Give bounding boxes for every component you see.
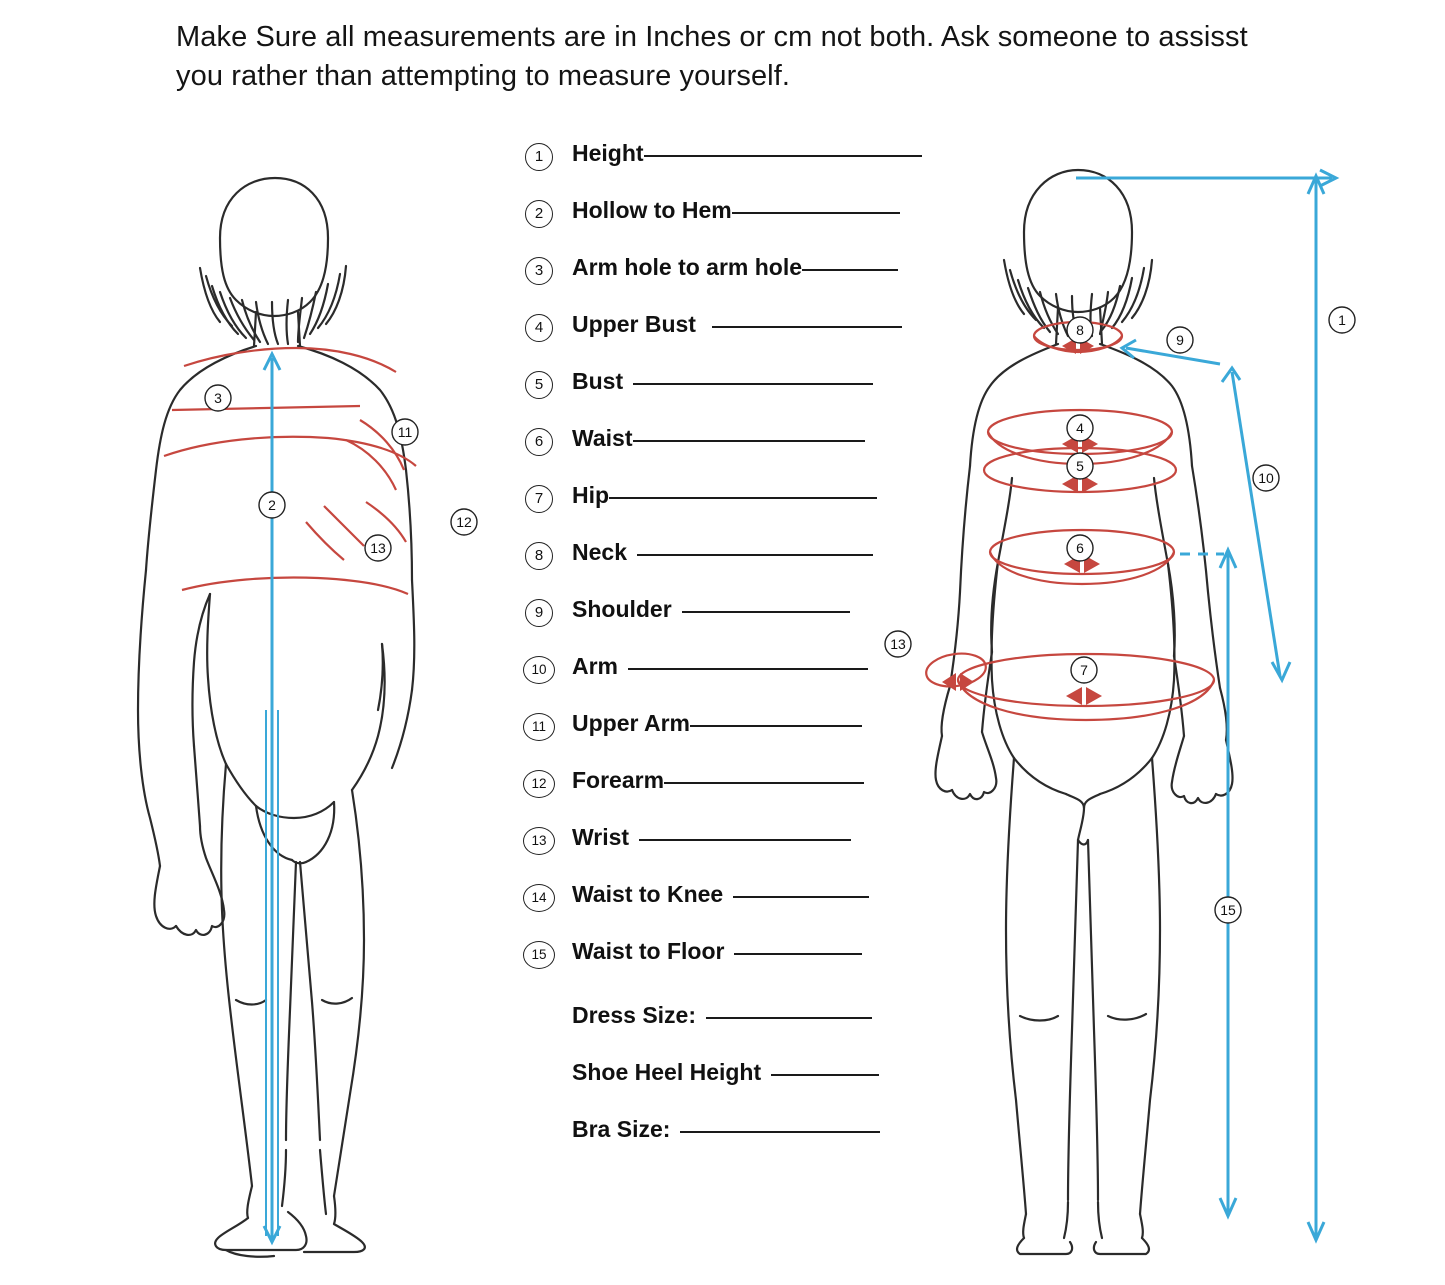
write-in-blank[interactable] (706, 1016, 872, 1019)
write-in-blank[interactable] (628, 667, 868, 670)
marker-13 (885, 631, 911, 657)
item-number: 9 (520, 599, 558, 627)
write-in-blank[interactable] (690, 724, 862, 727)
item-number: 10 (520, 656, 558, 684)
item-label: Bust (558, 368, 873, 395)
item-number: 11 (520, 713, 558, 741)
svg-text:12: 12 (456, 514, 472, 530)
item-label: Hollow to Hem (558, 197, 900, 224)
item-number: 3 (520, 257, 558, 285)
back-view-figure (60, 150, 530, 1270)
marker-9 (1167, 327, 1193, 353)
marker-6 (1067, 535, 1093, 561)
write-in-blank[interactable] (609, 496, 877, 499)
item-number: 5 (520, 371, 558, 399)
item-label: Arm hole to arm hole (558, 254, 898, 281)
svg-text:11: 11 (397, 424, 413, 440)
svg-text:6: 6 (1076, 540, 1084, 556)
svg-text:5: 5 (1076, 458, 1084, 474)
marker-7 (1071, 657, 1097, 683)
svg-text:10: 10 (1258, 470, 1274, 486)
front-view-figure (880, 140, 1400, 1270)
marker-12 (451, 509, 477, 535)
write-in-blank[interactable] (633, 382, 873, 385)
item-label: Wrist (558, 824, 851, 851)
item-label: Waist to Knee (558, 881, 869, 908)
write-in-blank[interactable] (633, 439, 865, 442)
marker-15 (1215, 897, 1241, 923)
marker-11 (392, 419, 418, 445)
item-label: Bra Size: (558, 1116, 880, 1143)
item-label: Height (558, 140, 922, 167)
marker-8 (1067, 317, 1093, 343)
marker-10 (1253, 465, 1279, 491)
instructions-text: Make Sure all measurements are in Inches or cm not both. Ask someone to assisst you rather than attempting to measure yourself. (176, 21, 1248, 93)
svg-text:4: 4 (1076, 420, 1084, 436)
item-label: Waist (558, 425, 865, 452)
item-number: 8 (520, 542, 558, 570)
item-label: Shoulder (558, 596, 850, 623)
item-label: Upper Bust (558, 311, 902, 338)
item-label: Upper Arm (558, 710, 862, 737)
write-in-blank[interactable] (680, 1130, 880, 1133)
item-number: 4 (520, 314, 558, 342)
write-in-blank[interactable] (732, 211, 900, 214)
write-in-blank[interactable] (637, 553, 873, 556)
write-in-blank[interactable] (664, 781, 864, 784)
item-number: 15 (520, 941, 558, 969)
item-number: 14 (520, 884, 558, 912)
write-in-blank[interactable] (682, 610, 850, 613)
item-number: 6 (520, 428, 558, 456)
marker-13 (365, 535, 391, 561)
item-label: Dress Size: (558, 1002, 872, 1029)
marker-5 (1067, 453, 1093, 479)
marker-3 (205, 385, 231, 411)
write-in-blank[interactable] (639, 838, 851, 841)
item-number: 2 (520, 200, 558, 228)
item-number: 1 (520, 143, 558, 171)
item-label: Forearm (558, 767, 864, 794)
write-in-blank[interactable] (734, 952, 862, 955)
marker-2 (259, 492, 285, 518)
marker-4 (1067, 415, 1093, 441)
svg-text:1: 1 (1338, 312, 1346, 328)
item-number: 13 (520, 827, 558, 855)
item-label: Waist to Floor (558, 938, 862, 965)
svg-text:13: 13 (890, 636, 906, 652)
svg-text:9: 9 (1176, 332, 1184, 348)
item-label: Arm (558, 653, 868, 680)
write-in-blank[interactable] (733, 895, 869, 898)
write-in-blank[interactable] (771, 1073, 879, 1076)
item-number: 7 (520, 485, 558, 513)
marker-1 (1329, 307, 1355, 333)
svg-text:15: 15 (1220, 902, 1236, 918)
write-in-blank[interactable] (712, 325, 902, 328)
item-label: Shoe Heel Height (558, 1059, 879, 1086)
item-label: Neck (558, 539, 873, 566)
svg-text:8: 8 (1076, 322, 1084, 338)
svg-text:2: 2 (268, 497, 276, 513)
svg-text:7: 7 (1080, 662, 1088, 678)
svg-text:3: 3 (214, 390, 222, 406)
item-label: Hip (558, 482, 877, 509)
item-number: 12 (520, 770, 558, 798)
svg-text:13: 13 (370, 540, 386, 556)
